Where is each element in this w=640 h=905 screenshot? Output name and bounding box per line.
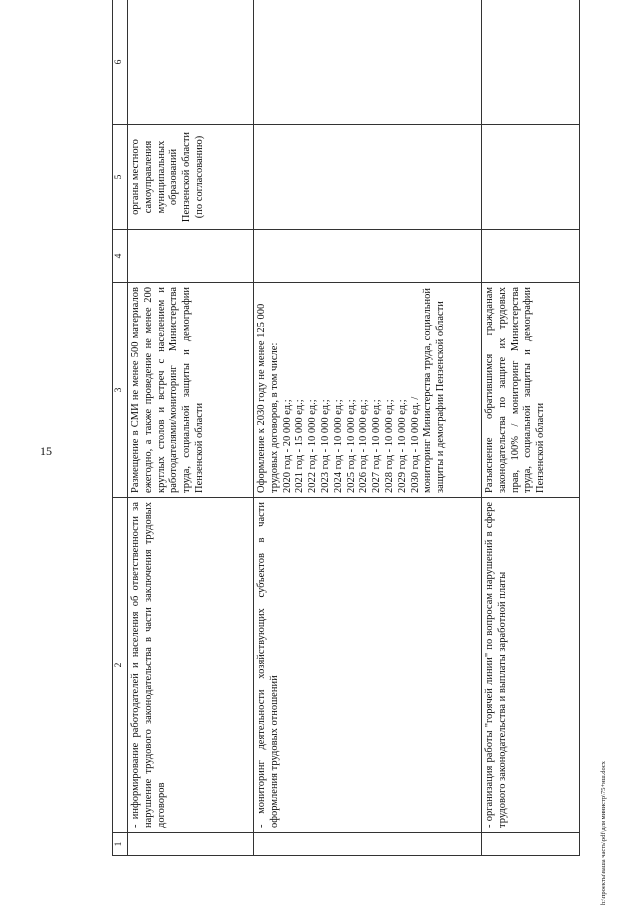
header-col-2: 2 [113,498,128,833]
table-row [254,0,482,856]
table-row [482,0,580,856]
table-row [128,0,254,856]
row-3-col-5 [482,125,580,230]
row-2-measure: - мониторинг деятельности хозяйствующих субъектов в части оформления трудовых отношений [254,498,482,833]
row-2-result-line: 2029 год - 10 000 ед.; [396,399,408,493]
row-3-col-6 [482,0,580,125]
row-3-measure: - организация работы "горячей линии" по вопросам нарушений в сфере трудового законодательства и выплаты заработной платы [482,498,580,833]
measures-table [112,0,580,856]
row-2-result-line: 2028 год - 10 000 ед.; [383,399,395,493]
table-header-row [113,0,128,856]
header-col-4: 4 [113,230,128,283]
row-2-result-line: 2030 год - 10 000 ед. / [409,396,421,493]
header-col-6: 6 [113,0,128,125]
row-3-col-1 [482,833,580,856]
row-2-col-1 [254,833,482,856]
footer-file-path: h:\проекты\ваша часть\pdf\для министр\75+нш.docx [600,761,607,905]
row-3-col-4 [482,230,580,283]
row-2-result [254,283,482,498]
row-1-col-1 [128,833,254,856]
row-2-col-6 [254,0,482,125]
row-2-result-line: 2020 год - 20 000 ед.; [281,399,293,493]
row-2-result-line: 2024 год - 10 000 ед.; [332,399,344,493]
row-3-result: Разъяснение обратившимся гражданам законодательства по защите их трудовых прав, 100% / мониторинг Министерства труда, социальной защиты и демографии Пензенской области [482,283,580,498]
row-2-result-line: 2025 год - 10 000 ед.; [345,399,357,493]
row-2-result-line: 2022 год - 10 000 ед.; [307,399,319,493]
row-2-result-line: 2023 год - 10 000 ед.; [319,399,331,493]
row-2-result-line: Оформление к 2030 году не менее 125 000 трудовых договоров, в том числе: [256,303,280,493]
page-number: 15 [40,444,52,458]
rotated-table-container [112,30,582,856]
header-col-1: 1 [113,833,128,856]
row-1-measure: - информирование работодателей и населения об ответственности за нарушение трудового законодательства в части заключения трудовых договоров [128,498,254,833]
header-col-5: 5 [113,125,128,230]
row-1-col-6 [128,0,254,125]
row-2-result-line: 2026 год - 10 000 ед.; [358,399,370,493]
row-2-col-5 [254,125,482,230]
row-2-result-line: 2027 год - 10 000 ед.; [371,399,383,493]
row-1-result: Размещение в СМИ не менее 500 материалов ежегодно, а также проведение не менее 200 круглых столов и встреч с населением и работодателями/мониторинг Министерства труда, социальной защиты и демографии Пензенской области [128,283,254,498]
row-1-responsible: органы местного самоуправления муниципальных образований Пензенской области (по согласованию) [128,125,254,230]
row-2-col-4 [254,230,482,283]
row-2-result-line: 2021 год - 15 000 ед.; [294,399,306,493]
header-col-3: 3 [113,283,128,498]
row-1-col-4 [128,230,254,283]
row-2-result-line: мониторинг Министерства труда, социальной защиты и демографии Пензенской области [422,287,447,493]
